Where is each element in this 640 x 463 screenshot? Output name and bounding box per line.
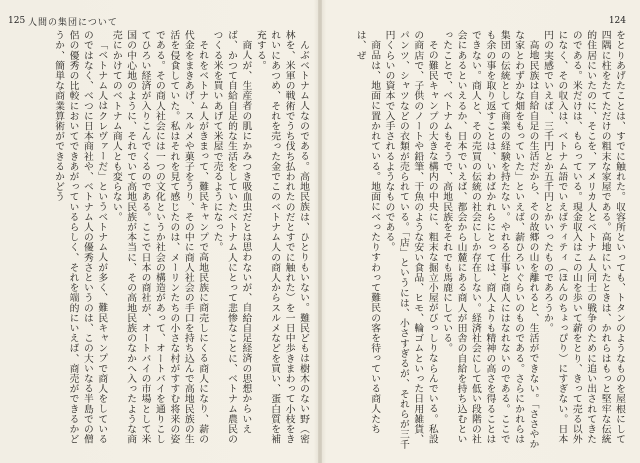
left-page-body bbox=[12, 30, 310, 452]
running-head: 人間の集団について bbox=[28, 18, 118, 28]
paragraph: それをベトナム人がきまって、難民キャンプで高地民族に商売しにくる商人になり、薪の代金をまきあげ、スルメや菓子をうり、その中に商人社会の手口を持ち込んで高地民族の生活を侵食していた。私はそれを見て感じたのは、メーリンたちの小さな村がすすむ将来の姿である。その商人社会には一つの文化というか社会の構造があって、オートバイを通りこしてひろい経済が入りこんでくるのである。ここで日本の商社が、オートバイの市場として米国の中心地のように、それでいて高地民族が本当に、その高地民族のなかへ入ったような商売にかけてのベトナム商人とも変らない。 bbox=[110, 30, 209, 445]
right-page-body bbox=[330, 30, 626, 452]
paragraph: 「ベトナム人はクレヴァーだ」というベトナム人が多く、難民キャンプで商人をしているのではなく、べつに日本商社や、ベトナム人の優秀さというのは、この大いなる半島での僧侶の優秀の比較においてできあがっているらしく、それを端的にいえば、商売ができるかどうか、簡単な商業算術ができるかどう bbox=[53, 30, 108, 445]
left-page bbox=[0, 0, 318, 463]
paragraph: をとりあげたことは、すでに触れた。収容所といっても、トタンのようなものを屋根にして四隅に柱をたてただけの粗末な家屋である。高地にいたときは、かれらはもっと堅牢な伝統的住居にいたのに、そこを、アメリカ人とベトナム人同士の戦争のために追い出されてきたのである。米だけは、もらっている。現金収入はこの山を歩いて薪をとり、きって売る以外になく、その収入は、ベトナム語でいえばティティ（ほんのちょっぴり）にすぎない。日本円の実感でいえば、三千円とか五千円とかいったものであろうか。 bbox=[541, 30, 625, 445]
page-number-right: 124 bbox=[608, 16, 626, 26]
paragraph: 商品は、地面に置かれている。地面にべったりすわって難民の客を待っている商人たちは、ぜ bbox=[354, 30, 381, 434]
paragraph: んぶベトナム人なのである。高地民族は、ひとりもいない。難民どもは樹木のない野（密林を、米軍の戦術でうち伐ち払われたのだとすでに触れた）を一日中歩きまわって小枝をきれいにあつめ、それを売った金でこのベトナム人の商人からスルメなどを買い、蛋白質を補充する。 bbox=[254, 30, 309, 445]
page-number-left: 125 bbox=[8, 16, 26, 26]
paragraph: その難民キャンプの大きな構内の中央に、粗末な掘立小屋がびっしりならんでいる。私設の商店で、子供のノートや鉛筆、干魚のような安い食品、ヒモ、輪ゴムといった日用雑貨、パンツ、シャツなどの衣類が売られている。「店」というには、小さすぎるが、それらが三千円くらいの資本で入手されるようなものである。 bbox=[383, 30, 438, 450]
paragraph: 高地民族は自給自足の生活だから、その故郷の山を離れると、生活ができない。「ささやかな家とわずかな畑をもっていた」といえば、薪ひろいぐらいのものである。さらにかれらは集団の伝統として商業の経験を持たない。やれる仕事と商人にはなれないのである。ここでも余の事を取り返すことは、いわばかれらにとっては、商人よりも精神の高さを得ることはできない。商人と、その売買の伝統の社会にしか存在しない。経済社会にして低い段階の社会にあるといえるか、日本でいえば、都会から山麓にある商人が田舎の自給を持ち込むといったことで、ベトナムもそうで、高地民族をそれでも馬鹿にしている。 bbox=[441, 30, 539, 449]
paragraph: 商人が、生産者の肌にかみつき吸血虫だとは思わないが、自給自足経済の思想からいえば、かつて自給自足的な生活をしていたベトナム人にとって悲惨なことに、ベトナム農民のつくる米を買いあげて米屋で売るようになった。 bbox=[211, 30, 252, 445]
right-page bbox=[322, 0, 640, 463]
